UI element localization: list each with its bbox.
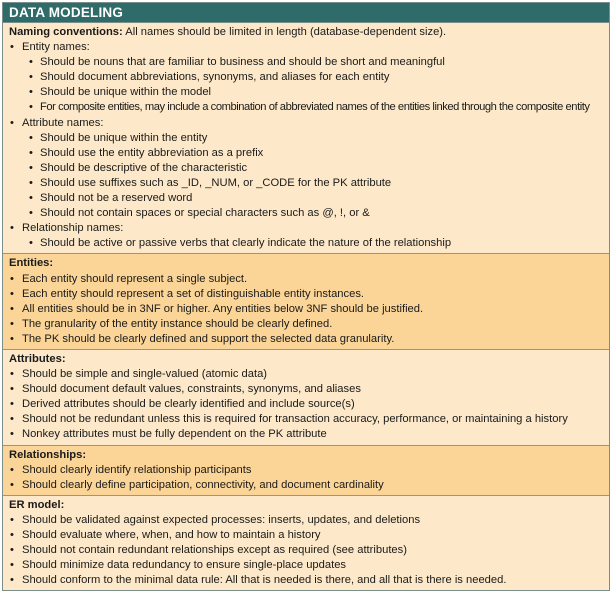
list-item: • Should be descriptive of the characteristic — [9, 161, 605, 176]
naming-conventions-intro — [9, 25, 605, 40]
list-item: • Derived attributes should be clearly identified and include source(s) — [9, 397, 605, 412]
list-item: • Should use suffixes such as _ID, _NUM, or _CODE for the PK attribute — [9, 176, 605, 191]
section-relationships — [3, 446, 609, 496]
data-modeling-table — [2, 2, 610, 591]
list-item: • Should not contain redundant relationships except as required (see attributes) — [9, 543, 605, 558]
list-item: • Should clearly identify relationship participants — [9, 463, 605, 478]
er-model-heading: ER model: — [9, 498, 65, 511]
list-item: • Should not be redundant unless this is required for transaction accuracy, performance, or maintaining a history — [9, 412, 605, 427]
list-item: • Should be simple and single-valued (atomic data) — [9, 367, 605, 382]
list-item: • Should be validated against expected processes: inserts, updates, and deletions — [9, 513, 605, 528]
list-item: • All entities should be in 3NF or higher. Any entities below 3NF should be justified. — [9, 302, 605, 317]
relationship-names-label: • Relationship names: — [9, 221, 605, 236]
list-item: • The PK should be clearly defined and support the selected data granularity. — [9, 332, 605, 347]
entity-names-label: • Entity names: — [9, 40, 605, 55]
list-item: • The granularity of the entity instance should be clearly defined. — [9, 317, 605, 332]
list-item: • Should document abbreviations, synonyms, and aliases for each entity — [9, 70, 605, 85]
list-item: • Should be unique within the model — [9, 85, 605, 100]
section-entities — [3, 254, 609, 350]
list-item: • Should clearly define participation, connectivity, and document cardinality — [9, 478, 605, 493]
list-item: • Should be active or passive verbs that clearly indicate the nature of the relationship — [9, 236, 605, 251]
list-item: • Each entity should represent a single subject. — [9, 272, 605, 287]
table-title: DATA MODELING — [3, 3, 609, 23]
attributes-heading: Attributes: — [9, 352, 66, 365]
list-item: • Should be unique within the entity — [9, 131, 605, 146]
list-item: • Each entity should represent a set of distinguishable entity instances. — [9, 287, 605, 302]
list-item: • Should evaluate where, when, and how to maintain a history — [9, 528, 605, 543]
entities-heading: Entities: — [9, 257, 54, 270]
list-item: • Should document default values, constraints, synonyms, and aliases — [9, 382, 605, 397]
list-item: • Should not be a reserved word — [9, 191, 605, 206]
list-item: • Nonkey attributes must be fully dependent on the PK attribute — [9, 427, 605, 442]
attribute-names-label: • Attribute names: — [9, 116, 605, 131]
list-item: • Should be nouns that are familiar to business and should be short and meaningful — [9, 55, 605, 70]
naming-conventions-heading: Naming conventions: — [9, 26, 123, 38]
section-naming-conventions — [3, 23, 609, 254]
naming-conventions-text: All names should be limited in length (database-dependent size). — [122, 26, 447, 38]
list-item: • Should use the entity abbreviation as a prefix — [9, 146, 605, 161]
list-item: • Should minimize data redundancy to ensure single-place updates — [9, 558, 605, 573]
list-item: • Should not contain spaces or special characters such as @, !, or & — [9, 206, 605, 221]
list-item: • Should conform to the minimal data rule: All that is needed is there, and all that is there is needed. — [9, 573, 605, 588]
section-er-model — [3, 496, 609, 591]
relationships-heading: Relationships: — [9, 448, 87, 461]
section-attributes — [3, 350, 609, 446]
list-item: • For composite entities, may include a combination of abbreviated names of the entities linked through the composite entity — [9, 100, 605, 115]
